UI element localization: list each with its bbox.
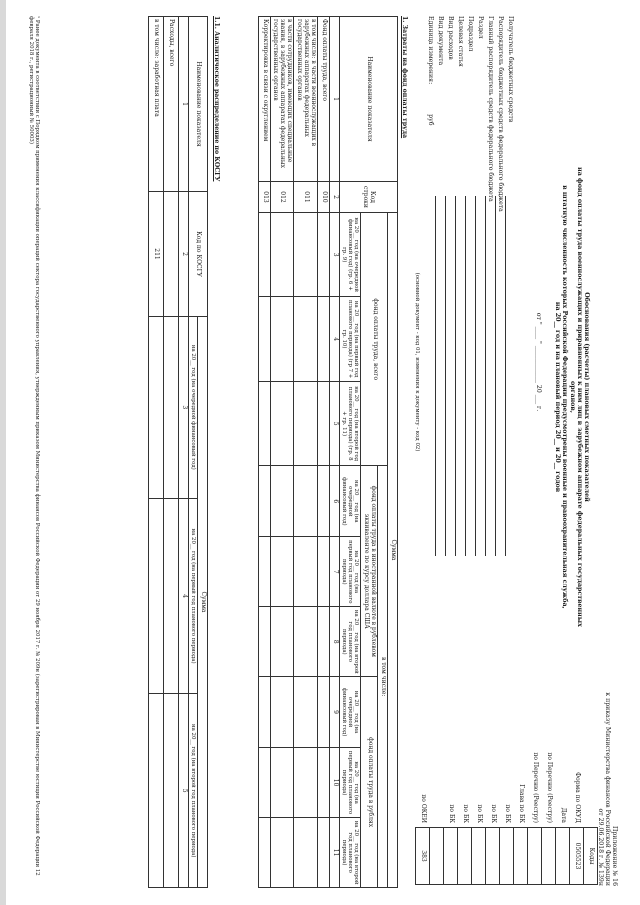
code-value[interactable] [430, 828, 444, 885]
code-value[interactable] [444, 828, 458, 885]
sub-col-header: на 20__ год (на очередной финансовый год) [339, 677, 361, 748]
code-label: по ОКЕИ [419, 794, 427, 823]
value-cell[interactable] [164, 694, 179, 888]
col-number: 4 [179, 498, 189, 694]
col-number: 4 [329, 297, 339, 381]
col-number: 7 [329, 537, 339, 607]
section11-table [148, 16, 208, 888]
value-cell[interactable] [294, 381, 318, 466]
field-label: Вид расходов [447, 16, 454, 60]
value-cell[interactable] [294, 677, 318, 748]
value-cell[interactable] [258, 297, 270, 381]
value-cell[interactable] [317, 607, 329, 677]
code-label: Форма по ОКУД [573, 772, 581, 823]
appendix-block [597, 626, 618, 886]
appendix-line: Приложение № 16 [611, 825, 618, 886]
value-cell[interactable] [270, 607, 294, 677]
field-label: Раздел [477, 16, 484, 39]
code-value[interactable]: 383 [416, 828, 430, 885]
value-cell[interactable] [317, 466, 329, 537]
col-number: 1 [329, 17, 339, 182]
appendix-line: от 29.06.2018 г. № 139н [596, 808, 604, 886]
value-cell[interactable] [294, 747, 318, 817]
row-code: 012 [270, 182, 294, 213]
codes-table [415, 750, 598, 885]
title-line: на 20__ год и на плановый период 20__ и 20__ годов [554, 301, 562, 493]
sub-col-header: на 20__ год (на очередной финансовый год) [339, 466, 361, 537]
code-value[interactable] [556, 828, 570, 885]
col-number: 3 [329, 213, 339, 297]
row-code: 011 [294, 182, 318, 213]
sub-col-header: на 20__ год (на второй год планового периода) [339, 818, 361, 888]
code-value[interactable] [514, 828, 528, 885]
table-row [164, 17, 179, 888]
footnote: ¹ Ранее документа в соответствии с Порядком применения классификации операций сектора государственного управления, утвержденным приказом Министерства финансов Российской Федерации от 29 ноября 2017 г. № 209н (зарегистрирован в Министерстве юстиции Российской Федерации 12 февраля 2018 г., регистрационный № 50003) [27, 16, 40, 876]
value-cell[interactable] [317, 677, 329, 748]
code-label: Дата [559, 807, 567, 823]
field-input-line[interactable] [455, 196, 456, 556]
value-cell[interactable] [258, 466, 270, 537]
sub-col-header: на 20__ год (на второй год планового периода) [339, 607, 361, 677]
field-label: Подраздел [467, 16, 474, 52]
value-cell[interactable] [317, 213, 329, 297]
field-input-line[interactable] [435, 196, 436, 556]
field-input-line[interactable] [495, 196, 496, 556]
field-label: Получатель бюджетных средств [507, 16, 514, 123]
table-row [317, 17, 329, 888]
group-rub-header: фонд оплаты труда в рублях [361, 677, 378, 888]
sub-col-header: на 20__ год (на второй год планового периода) (гр. 8 + гр. 11) [339, 381, 361, 466]
col-sum-header: Сумма [388, 213, 398, 888]
value-cell[interactable] [149, 498, 164, 694]
value-cell[interactable] [270, 213, 294, 297]
code-label: по БК [447, 804, 455, 823]
value-cell[interactable] [270, 297, 294, 381]
field-input-line[interactable] [485, 196, 486, 556]
value-cell[interactable] [294, 607, 318, 677]
value-cell[interactable] [294, 537, 318, 607]
col-code-header: Код строки [339, 182, 397, 213]
row-code: 211 [149, 192, 164, 317]
field-label: Распорядитель бюджетных средств федерального бюджета [497, 16, 504, 212]
value-cell[interactable] [270, 466, 294, 537]
value-cell[interactable] [294, 213, 318, 297]
col-number: 5 [179, 694, 189, 888]
sub-col-header: на 20__ год (на очередной финансовый год) (гр. 6 + гр. 9) [339, 213, 361, 297]
row-name: Корректировка в связи с округлением [258, 17, 270, 182]
value-cell[interactable] [317, 297, 329, 381]
header-fields [424, 16, 514, 576]
value-cell[interactable] [317, 381, 329, 466]
code-value[interactable] [472, 828, 486, 885]
field-input-line[interactable] [505, 196, 506, 556]
field-input-line[interactable] [475, 196, 476, 556]
kosgu-sum-header: Сумма [198, 317, 208, 888]
document-title [554, 162, 590, 632]
unit-value: руб [427, 114, 434, 126]
field-input-line[interactable] [465, 196, 466, 556]
sub-col-header: на 20__ год (на очередной финансовый год) [188, 317, 197, 499]
col-number: 2 [179, 192, 189, 317]
code-value[interactable] [458, 828, 472, 885]
col-number: 6 [329, 466, 339, 537]
codes-header: Коды [584, 828, 598, 885]
rotated-form-sheet [20, 12, 620, 892]
row-name: в части сотрудников, имеющих специальные звания, в зарубежных аппаратах федеральных государственных органов [270, 17, 294, 182]
value-cell[interactable] [258, 381, 270, 466]
field-label: Единица измерения: [427, 16, 434, 85]
value-cell[interactable] [149, 694, 164, 888]
date-line: от " ____ " ____________ 20 ___ г. [535, 312, 542, 412]
code-value[interactable] [486, 828, 500, 885]
sub-col-header: на 20__ год (на второй год планового периода) [188, 694, 197, 888]
value-cell[interactable] [258, 747, 270, 817]
field-input-line[interactable] [445, 196, 446, 556]
appendix-line: к приказу Министерства финансов Российской Федерации [603, 692, 611, 886]
value-cell[interactable] [294, 297, 318, 381]
code-value[interactable] [528, 828, 542, 885]
value-cell[interactable] [258, 677, 270, 748]
code-label: по Перечню (Реестру) [531, 752, 539, 823]
value-cell[interactable] [317, 818, 329, 888]
group-currency-header: фонд оплаты труда в иностранной валюте в рублевом эквиваленте по курсу доллара США [361, 466, 378, 677]
title-line: Обоснования (расчеты) плановых сметных показателей [583, 292, 590, 502]
kosgu-code-header: Код по КОСГУ [188, 192, 207, 317]
code-value[interactable] [542, 828, 556, 885]
value-cell[interactable] [258, 537, 270, 607]
code-value[interactable] [500, 828, 514, 885]
code-label: по БК [489, 804, 497, 823]
sub-col-header: на 20__ год (на первый год планового периода) (гр 7 + гр. 10) [339, 297, 361, 381]
kosgu-name-header: Наименование показателя [188, 17, 207, 192]
title-line: на фонд оплаты труда военнослужащих и приравненных к ним лиц в зарубежном аппарате федеральных государственных органов, [568, 167, 583, 627]
group-inc-header: в том числе: [378, 466, 388, 888]
table-row [149, 17, 164, 888]
row-code: 013 [258, 182, 270, 213]
code-label [430, 750, 444, 827]
field-label: Главный распорядитель средств федерального бюджета [487, 16, 494, 202]
col-name-header: Наименование показателя [339, 17, 397, 182]
row-name: в том числе: в части военнослужащих в зарубежных аппаратах федеральных государственных органов [294, 17, 318, 182]
row-code [164, 192, 179, 317]
row-name: Фонд оплаты труда, всего [317, 17, 329, 182]
row-name: в том числе: заработная плата [149, 17, 164, 192]
value-cell[interactable] [258, 607, 270, 677]
value-cell[interactable] [270, 381, 294, 466]
code-label: по БК [461, 804, 469, 823]
value-cell[interactable] [270, 677, 294, 748]
row-code: 010 [317, 182, 329, 213]
value-cell[interactable] [258, 818, 270, 888]
value-cell[interactable] [149, 317, 164, 499]
code-value[interactable]: 0505523 [570, 828, 584, 885]
section1-heading: 1. Затраты на фонд оплаты труда [401, 16, 408, 139]
group-total-header: фонд оплаты труда, всего [361, 213, 388, 466]
code-label: по Перечню (Реестру) [545, 752, 553, 823]
sub-col-header: на 20__ год (на первый год планового периода) [339, 747, 361, 817]
value-cell[interactable] [270, 818, 294, 888]
table-row [258, 17, 270, 888]
field-label: Целевая статья [457, 16, 464, 67]
value-cell[interactable] [317, 747, 329, 817]
col-number: 2 [329, 182, 339, 213]
row-name: Расходы, всего [164, 17, 179, 192]
code-label: по БК [475, 804, 483, 823]
value-cell[interactable] [258, 213, 270, 297]
col-number: 5 [329, 381, 339, 466]
value-cell[interactable] [164, 498, 179, 694]
value-cell[interactable] [294, 818, 318, 888]
field-label: Вид документа [437, 16, 444, 66]
sub-col-header: на 20__ год (на первый год планового периода) [339, 537, 361, 607]
col-number: 9 [329, 677, 339, 748]
value-cell[interactable] [270, 537, 294, 607]
codes-block [415, 640, 598, 885]
value-cell[interactable] [164, 317, 179, 499]
value-cell[interactable] [270, 747, 294, 817]
section11-heading: 1.1. Аналитическое распределение по КОСГУ [213, 16, 220, 182]
value-cell[interactable] [294, 466, 318, 537]
section1-table [258, 16, 398, 888]
col-number: 11 [329, 818, 339, 888]
doc-type-note: (основной документ - код 01, изменения к документу - код 02) [414, 272, 420, 452]
col-number: 8 [329, 607, 339, 677]
code-label: Глава по БК [517, 784, 525, 823]
code-label: по БК [503, 804, 511, 823]
sub-col-header: на 20__ год (на первый год планового периода) [188, 498, 197, 694]
col-number: 1 [179, 17, 189, 192]
title-line: в штатную численность которых Российской Федерации предусмотрены военные и правоохранительная служба, [561, 185, 569, 609]
col-number: 10 [329, 747, 339, 817]
table-row [270, 17, 294, 888]
value-cell[interactable] [317, 537, 329, 607]
col-number: 3 [179, 317, 189, 499]
table-row [294, 17, 318, 888]
